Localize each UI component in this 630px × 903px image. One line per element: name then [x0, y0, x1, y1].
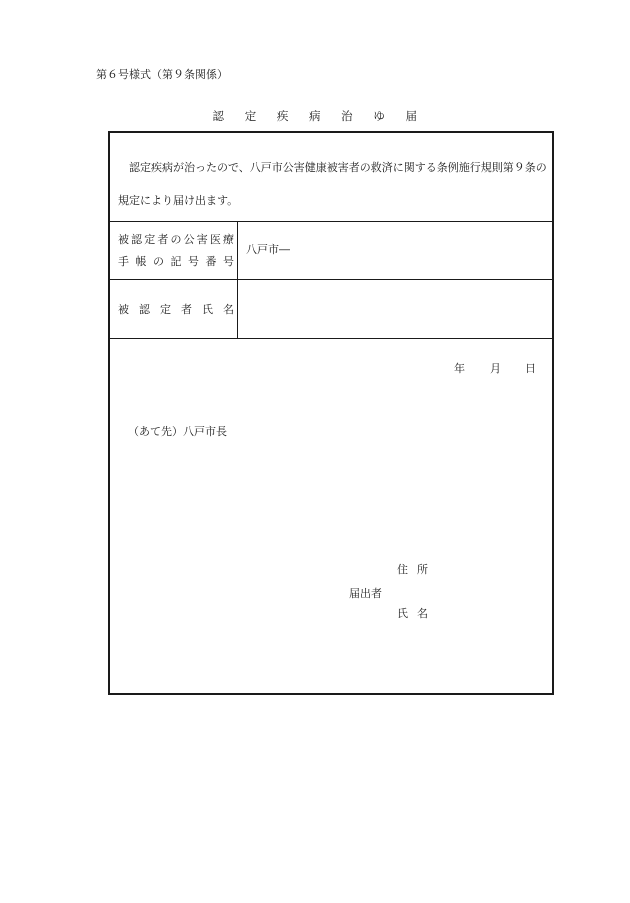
date-day[interactable]: 日 — [525, 362, 536, 375]
document-title — [0, 108, 630, 124]
addressee: （あて先）八戸市長 — [128, 425, 227, 438]
title-char: 定 — [244, 109, 257, 123]
handbook-number-row — [110, 221, 552, 280]
notifier-name-label: 氏名 — [397, 607, 437, 620]
title-char: ゆ — [373, 109, 386, 123]
certified-person-name-label — [110, 280, 238, 338]
form-number: 第６号様式（第９条関係） — [96, 68, 228, 81]
certified-person-name-row — [110, 280, 552, 339]
handbook-number-field[interactable]: 八戸市― — [246, 243, 290, 256]
handbook-label-line-1: 被認定者の公害医療 — [118, 233, 234, 246]
date-year[interactable]: 年 — [454, 362, 465, 375]
statement-text: 認定疾病が治ったので、八戸市公害健康被害者の救済に関する条例施行規則第９条の規定により届け出ます。 — [118, 161, 547, 207]
date-month[interactable]: 月 — [490, 362, 501, 375]
title-char: 疾 — [276, 109, 289, 123]
form-frame — [108, 131, 554, 695]
notifier-label: 届出者 — [349, 587, 382, 600]
notifier-address-label: 住所 — [397, 563, 437, 576]
title-char: 認 — [212, 109, 225, 123]
statement-section — [110, 133, 552, 222]
title-char: 治 — [341, 109, 354, 123]
handbook-label-line-2: 手帳の記号番号 — [118, 255, 234, 268]
handbook-number-label — [110, 221, 238, 279]
name-label-text: 被認定者氏名 — [118, 303, 234, 316]
title-char: 届 — [405, 109, 418, 123]
title-char: 病 — [309, 109, 321, 123]
